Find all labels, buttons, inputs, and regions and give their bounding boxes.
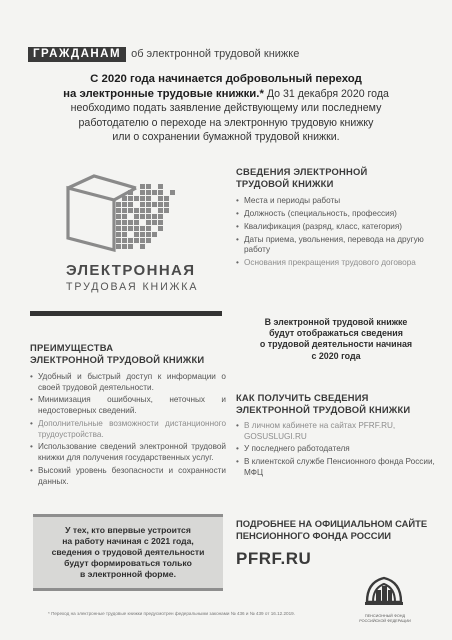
intro-bold-1: С 2020 года начинается добровольный переход [90, 73, 362, 85]
header [28, 46, 299, 62]
header-badge: ГРАЖДАНАМ [28, 47, 126, 62]
more-info-title [236, 518, 436, 541]
preimushchestva-title-line2: ЭЛЕКТРОННОЙ ТРУДОВОЙ КНИЖКИ [30, 353, 205, 365]
preimushchestva-title [30, 342, 226, 365]
note-callout-box [33, 514, 223, 591]
logo-pixel [164, 196, 169, 201]
logo-pixel [116, 226, 121, 231]
logo-pixel [122, 202, 127, 207]
note-line5: в электронной форме. [80, 569, 176, 579]
logo-pixel [170, 190, 175, 195]
logo-pixel [134, 220, 139, 225]
logo-pixel [122, 196, 127, 201]
logo-subtitle: ТРУДОВАЯ КНИЖКА [66, 281, 199, 293]
logo-pixel [146, 214, 151, 219]
emblem-caption [353, 614, 417, 623]
logo-pixel [164, 208, 169, 213]
list-item: • Квалификация (разряд, класс, категория) [236, 222, 436, 233]
logo-pixel [128, 220, 133, 225]
header-title: об электронной трудовой книжке [131, 48, 300, 60]
section-divider-bar [30, 311, 222, 316]
logo-pixel [140, 226, 145, 231]
logo-pixel [158, 220, 163, 225]
logo-pixel [152, 220, 157, 225]
how-title-line2: ЭЛЕКТРОННОЙ ТРУДОВОЙ КНИЖКИ [236, 403, 411, 415]
logo-pixel [146, 190, 151, 195]
logo-pixel [146, 238, 151, 243]
list-item: • Удобный и быстрый доступ к информации о своей трудовой деятельности. [30, 372, 226, 393]
logo-pixel [152, 214, 157, 219]
list-item: • Даты приема, увольнения, перевода на другую работу [236, 235, 436, 256]
logo-pixel [116, 220, 121, 225]
intro-text-2: До 31 декабря 2020 года [263, 87, 389, 100]
logo-title: ЭЛЕКТРОННАЯ [66, 262, 196, 279]
logo-pixel [164, 202, 169, 207]
logo-pixel [152, 190, 157, 195]
logo-pixel [140, 232, 145, 237]
logo-pixel [128, 190, 133, 195]
logo-pixel [122, 244, 127, 249]
logo-pixel [116, 238, 121, 243]
svedeniya-title [236, 166, 436, 189]
logo-pixel [140, 238, 145, 243]
logo-pixel [122, 214, 127, 219]
logo-pixel [116, 202, 121, 207]
list-item: • Основания прекращения трудового договора [236, 258, 436, 269]
logo-pixel [128, 244, 133, 249]
logo-pixel [146, 220, 151, 225]
list-item: • В личном кабинете на сайтах PFRF.RU, GOSUSLUGI.RU [236, 421, 436, 442]
logo-pixel [158, 184, 163, 189]
logo-pixel [128, 196, 133, 201]
logo-pixel [116, 244, 121, 249]
preimushchestva-section [30, 342, 226, 489]
intro-text-4: работодателю о переходе на электронную трудовую книжку [78, 116, 374, 129]
intro-text-5: или о сохранении бумажной трудовой книжки. [112, 131, 340, 143]
info-callout [236, 317, 436, 362]
how-to-get-title [236, 392, 436, 415]
note-line4: будут формироваться только [64, 558, 192, 568]
intro-bold-2: на электронные трудовые книжки.* [63, 87, 264, 100]
logo-pixel [128, 226, 133, 231]
logo-pixel [134, 196, 139, 201]
logo-pixel [146, 196, 151, 201]
note-line2: на работу начиная с 2021 года, [62, 536, 194, 546]
how-title-line1: КАК ПОЛУЧИТЬ СВЕДЕНИЯ [236, 392, 369, 403]
logo-pixel [122, 208, 127, 213]
logo-pixel [158, 214, 163, 219]
logo-pixel [134, 232, 139, 237]
logo-pixel [158, 202, 163, 207]
logo-pixel [140, 190, 145, 195]
logo-pixel [134, 214, 139, 219]
logo-pixel [158, 226, 163, 231]
svedeniya-title-line1: СВЕДЕНИЯ ЭЛЕКТРОННОЙ [236, 166, 368, 177]
e-book-logo-icon [66, 170, 176, 252]
more-title-line2: ПЕНСИОННОГО ФОНДА РОССИИ [236, 529, 392, 541]
list-item: • Высокий уровень безопасности и сохранности данных. [30, 466, 226, 487]
logo-pixel [128, 208, 133, 213]
logo-pixel [146, 226, 151, 231]
list-item: • У последнего работодателя [236, 444, 436, 455]
list-item: • Должность (специальность, профессия) [236, 209, 436, 220]
logo-pixel [122, 232, 127, 237]
logo-pixel [140, 184, 145, 189]
list-item: • Минимизация ошибочных, неточных и недостоверных сведений. [30, 395, 226, 416]
info-line3: о трудовой деятельности начиная [259, 339, 413, 350]
note-line1: У тех, кто впервые устроится [65, 525, 191, 535]
logo-pixel [140, 208, 145, 213]
intro-text-3: необходимо подать заявление действующему или последнему [70, 102, 382, 114]
logo-pixel [152, 202, 157, 207]
logo-pixel [146, 208, 151, 213]
more-info-section [236, 518, 436, 569]
logo-pixel [140, 214, 145, 219]
logo-pixel [158, 190, 163, 195]
logo-pixel [152, 232, 157, 237]
logo-pixel [146, 202, 151, 207]
logo-pixel [122, 226, 127, 231]
list-item: • Места и периоды работы [236, 196, 436, 207]
logo-pixel [134, 226, 139, 231]
preimushchestva-list [30, 372, 226, 487]
logo-pixel [158, 208, 163, 213]
logo-pixel [134, 238, 139, 243]
list-item: • Использование сведений электронной трудовой книжки для получения государственных услуг. [30, 442, 226, 463]
logo-pixel [140, 196, 145, 201]
logo-pixel [146, 184, 151, 189]
pension-fund-emblem-icon [363, 572, 405, 612]
logo-pixel [116, 232, 121, 237]
how-to-get-list [236, 421, 436, 479]
logo-pixel [140, 202, 145, 207]
logo-pixel [128, 202, 133, 207]
info-line4: с 2020 года [311, 350, 361, 361]
logo-pixel [116, 208, 121, 213]
list-item: • В клиентской службе Пенсионного фонда России, МФЦ [236, 457, 436, 478]
intro-paragraph [30, 72, 422, 145]
footnote: * Переход на электронные трудовые книжки предусмотрен федеральными законами № 436 и № 439 от 16.12.2019. [48, 611, 295, 616]
list-item: • Дополнительные возможности дистанционного трудоустройства. [30, 419, 226, 440]
info-line1: В электронной трудовой книжке [264, 317, 408, 327]
logo-pixel [146, 232, 151, 237]
logo-pixel [128, 238, 133, 243]
logo-pixel [122, 220, 127, 225]
logo-pixel [158, 196, 163, 201]
logo-pixel [134, 208, 139, 213]
logo-pixel [122, 238, 127, 243]
website-link[interactable]: PFRF.RU [236, 549, 312, 568]
logo-pixel [140, 244, 145, 249]
emblem-caption-line2: РОССИЙСКОЙ ФЕДЕРАЦИИ [359, 618, 411, 623]
emblem-caption-line1: ПЕНСИОННЫЙ ФОНД [364, 614, 406, 618]
svedeniya-list [236, 196, 436, 269]
logo-pixel [116, 214, 121, 219]
svedeniya-title-line2: ТРУДОВОЙ КНИЖКИ [236, 177, 334, 189]
more-title-line1: ПОДРОБНЕЕ НА ОФИЦИАЛЬНОМ САЙТЕ [236, 518, 428, 529]
how-to-get-section [236, 392, 436, 481]
svedeniya-section [236, 166, 436, 271]
preimushchestva-title-line1: ПРЕИМУЩЕСТВА [30, 342, 114, 353]
note-line3: сведения о трудовой деятельности [51, 547, 205, 557]
info-line2: будут отображаться сведения [269, 328, 403, 339]
